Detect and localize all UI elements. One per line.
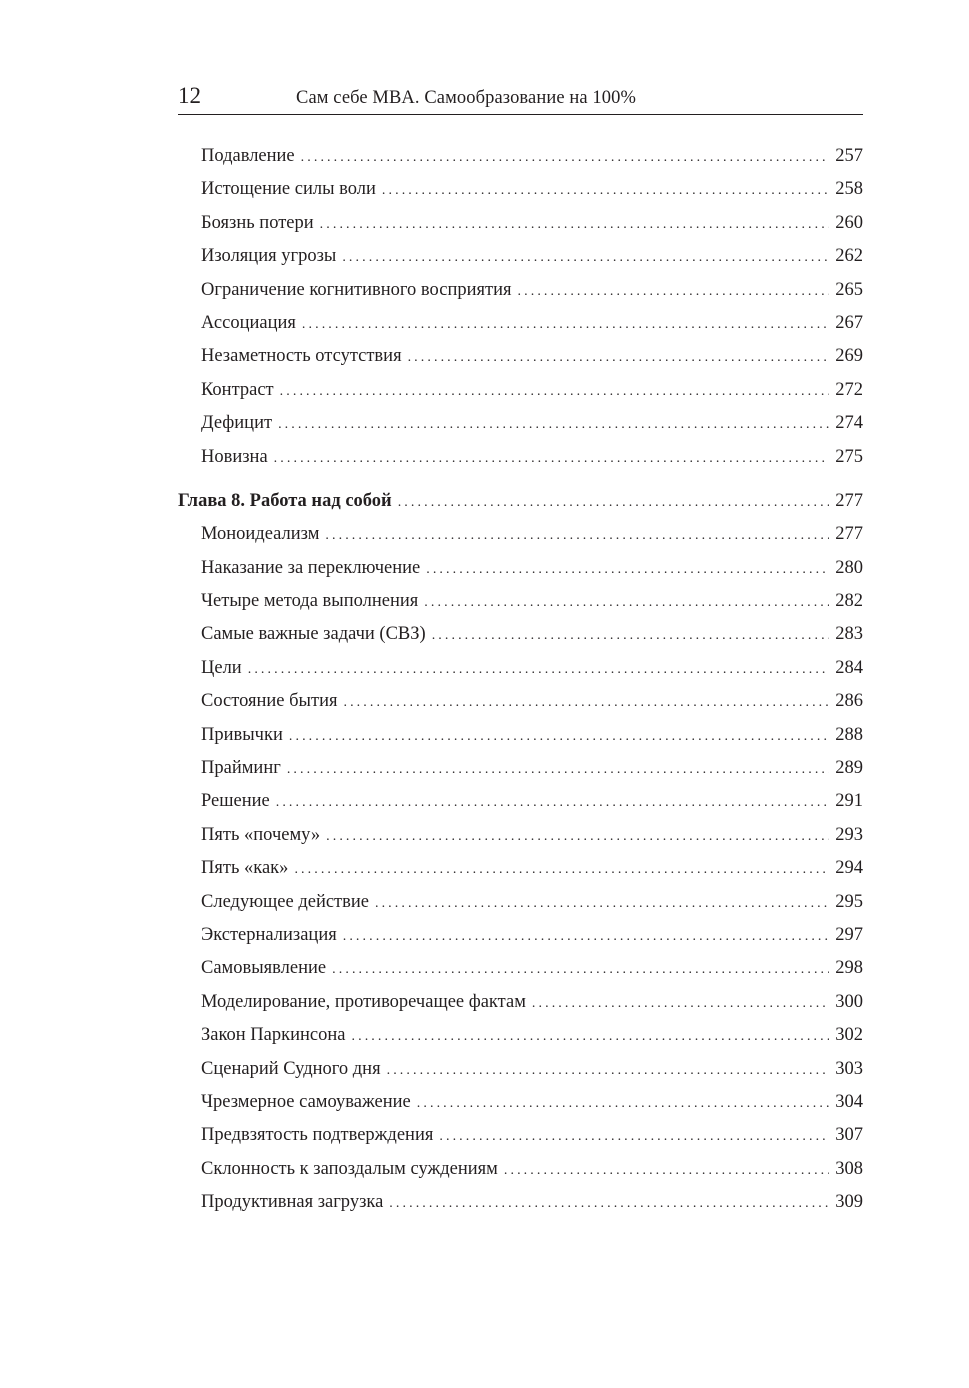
toc-entry-title: Боязнь потери bbox=[201, 212, 314, 233]
toc-entry-title: Следующее действие bbox=[201, 891, 369, 912]
toc-entry-page: 286 bbox=[835, 691, 863, 712]
toc-entry-title: Пять «как» bbox=[201, 858, 289, 879]
toc-entry-page: 282 bbox=[835, 591, 863, 612]
toc-entry-page: 284 bbox=[835, 657, 863, 678]
toc-entry-page: 295 bbox=[835, 891, 863, 912]
toc-entry-page: 267 bbox=[835, 312, 863, 333]
toc-leader-dots bbox=[426, 553, 829, 586]
toc-entry-page: 298 bbox=[835, 958, 863, 979]
toc-entry bbox=[178, 919, 863, 952]
table-of-contents bbox=[178, 140, 863, 1220]
toc-entry bbox=[178, 585, 863, 618]
toc-entry bbox=[178, 785, 863, 818]
toc-entry bbox=[178, 207, 863, 240]
toc-entry-title: Решение bbox=[201, 791, 270, 812]
toc-leader-dots bbox=[332, 953, 829, 986]
toc-entry-title: Моноидеализм bbox=[201, 524, 320, 545]
toc-entry-title: Самовыявление bbox=[201, 958, 327, 979]
toc-entry-page: 280 bbox=[835, 557, 863, 578]
toc-leader-dots bbox=[287, 753, 829, 786]
toc-entry-page: 257 bbox=[835, 146, 863, 166]
toc-entry bbox=[178, 618, 863, 651]
toc-entry-page: 275 bbox=[835, 446, 863, 467]
toc-entry bbox=[178, 1153, 863, 1186]
toc-entry-title: Самые важные задачи (СВЗ) bbox=[201, 624, 426, 645]
toc-entry bbox=[178, 1119, 863, 1152]
toc-entry bbox=[178, 307, 863, 340]
toc-entry-title: Моделирование, противоречащее фактам bbox=[201, 991, 526, 1012]
toc-entry bbox=[178, 441, 863, 474]
toc-leader-dots bbox=[343, 686, 829, 719]
toc-entry-page: 307 bbox=[835, 1125, 863, 1146]
toc-entry-page: 289 bbox=[835, 758, 863, 779]
toc-leader-dots bbox=[294, 853, 829, 886]
toc-entry-page: 265 bbox=[835, 279, 863, 300]
toc-entry-title: Ограничение когнитивного восприятия bbox=[201, 279, 512, 300]
toc-leader-dots bbox=[325, 519, 829, 552]
toc-entry bbox=[178, 173, 863, 206]
toc-entry bbox=[178, 274, 863, 307]
toc-entry bbox=[178, 407, 863, 440]
toc-leader-dots bbox=[518, 275, 830, 308]
toc-entry-title: Сценарий Судного дня bbox=[201, 1058, 381, 1079]
toc-entry-title: Изоляция угрозы bbox=[201, 246, 337, 267]
toc-leader-dots bbox=[276, 786, 830, 819]
toc-entry-title: Пять «почему» bbox=[201, 824, 321, 845]
toc-leader-dots bbox=[326, 820, 829, 853]
toc-entry bbox=[178, 986, 863, 1019]
toc-entry bbox=[178, 719, 863, 752]
toc-chapter-title: Глава 8. Работа над собой bbox=[178, 490, 392, 511]
toc-entry bbox=[178, 685, 863, 718]
toc-leader-dots bbox=[532, 987, 829, 1020]
toc-entry bbox=[178, 752, 863, 785]
toc-entry-page: 258 bbox=[835, 179, 863, 200]
toc-leader-dots bbox=[504, 1154, 829, 1187]
toc-entry-title: Истощение силы воли bbox=[201, 179, 376, 200]
toc-entry-title: Цели bbox=[201, 657, 242, 678]
toc-entry-page: 288 bbox=[835, 724, 863, 745]
toc-leader-dots bbox=[408, 341, 830, 374]
toc-leader-dots bbox=[280, 375, 830, 408]
toc-entry bbox=[178, 819, 863, 852]
toc-entry-page: 297 bbox=[835, 924, 863, 945]
toc-entry bbox=[178, 240, 863, 273]
toc-entry bbox=[178, 140, 863, 173]
toc-entry-title: Склонность к запоздалым суждениям bbox=[201, 1158, 498, 1179]
toc-entry bbox=[178, 952, 863, 985]
toc-entry-title: Привычки bbox=[201, 724, 283, 745]
toc-leader-dots bbox=[424, 586, 829, 619]
toc-entry-page: 269 bbox=[835, 346, 863, 367]
toc-entry-page: 309 bbox=[835, 1192, 863, 1213]
toc-entry bbox=[178, 886, 863, 919]
toc-leader-dots bbox=[375, 887, 829, 920]
toc-entry-page: 293 bbox=[835, 824, 863, 845]
toc-entry bbox=[178, 518, 863, 551]
page-number: 12 bbox=[178, 83, 201, 108]
toc-entry-page: 303 bbox=[835, 1058, 863, 1079]
page-header bbox=[178, 82, 863, 115]
toc-entry-title: Новизна bbox=[201, 446, 268, 467]
toc-entry-title: Подавление bbox=[201, 146, 295, 166]
toc-leader-dots bbox=[301, 141, 830, 174]
toc-chapter-page: 277 bbox=[835, 490, 863, 511]
toc-leader-dots bbox=[432, 619, 830, 652]
toc-entry-page: 304 bbox=[835, 1091, 863, 1112]
toc-leader-dots bbox=[439, 1120, 829, 1153]
toc-entry-title: Состояние бытия bbox=[201, 691, 338, 712]
toc-entry bbox=[178, 652, 863, 685]
toc-leader-dots bbox=[387, 1054, 830, 1087]
toc-entry bbox=[178, 374, 863, 407]
toc-entry-title: Продуктивная загрузка bbox=[201, 1192, 384, 1213]
toc-leader-dots bbox=[248, 653, 830, 686]
toc-entry-page: 294 bbox=[835, 858, 863, 879]
toc-section-after bbox=[178, 518, 863, 1219]
toc-entry-title: Экстернализация bbox=[201, 924, 337, 945]
toc-entry bbox=[178, 852, 863, 885]
toc-leader-dots bbox=[352, 1020, 830, 1053]
toc-entry-page: 260 bbox=[835, 212, 863, 233]
toc-entry bbox=[178, 552, 863, 585]
toc-section-before bbox=[178, 140, 863, 474]
toc-leader-dots bbox=[417, 1087, 829, 1120]
toc-entry-title: Ассоциация bbox=[201, 312, 296, 333]
toc-entry-page: 308 bbox=[835, 1158, 863, 1179]
toc-entry-title: Наказание за переключение bbox=[201, 557, 421, 578]
running-title: Сам себе MBA. Самообразование на 100% bbox=[296, 88, 636, 108]
toc-entry-page: 302 bbox=[835, 1025, 863, 1046]
toc-entry bbox=[178, 1186, 863, 1219]
toc-entry-page: 274 bbox=[835, 413, 863, 434]
toc-entry-title: Предвзятость подтверждения bbox=[201, 1125, 434, 1146]
toc-entry-page: 262 bbox=[835, 246, 863, 267]
toc-leader-dots bbox=[398, 486, 830, 519]
toc-entry-title: Закон Паркинсона bbox=[201, 1025, 346, 1046]
toc-entry-title: Контраст bbox=[201, 379, 274, 400]
toc-entry-page: 283 bbox=[835, 624, 863, 645]
toc-entry bbox=[178, 340, 863, 373]
toc-leader-dots bbox=[274, 442, 830, 475]
toc-entry-title: Чрезмерное самоуважение bbox=[201, 1091, 411, 1112]
toc-entry-page: 272 bbox=[835, 379, 863, 400]
toc-leader-dots bbox=[289, 720, 829, 753]
toc-leader-dots bbox=[302, 308, 829, 341]
toc-entry bbox=[178, 1086, 863, 1119]
toc-entry bbox=[178, 1053, 863, 1086]
toc-leader-dots bbox=[389, 1187, 829, 1220]
toc-entry-title: Незаметность отсутствия bbox=[201, 346, 402, 367]
toc-leader-dots bbox=[382, 174, 829, 207]
toc-leader-dots bbox=[342, 241, 829, 274]
toc-entry-page: 291 bbox=[835, 791, 863, 812]
toc-entry bbox=[178, 1019, 863, 1052]
toc-entry-page: 300 bbox=[835, 991, 863, 1012]
toc-entry-title: Дефицит bbox=[201, 413, 273, 434]
toc-entry-title: Четыре метода выполнения bbox=[201, 591, 419, 612]
toc-entry-page: 277 bbox=[835, 524, 863, 545]
toc-leader-dots bbox=[278, 408, 829, 441]
toc-entry-title: Прайминг bbox=[201, 758, 281, 779]
toc-chapter-heading bbox=[178, 485, 863, 518]
toc-leader-dots bbox=[343, 920, 830, 953]
toc-leader-dots bbox=[320, 208, 830, 241]
